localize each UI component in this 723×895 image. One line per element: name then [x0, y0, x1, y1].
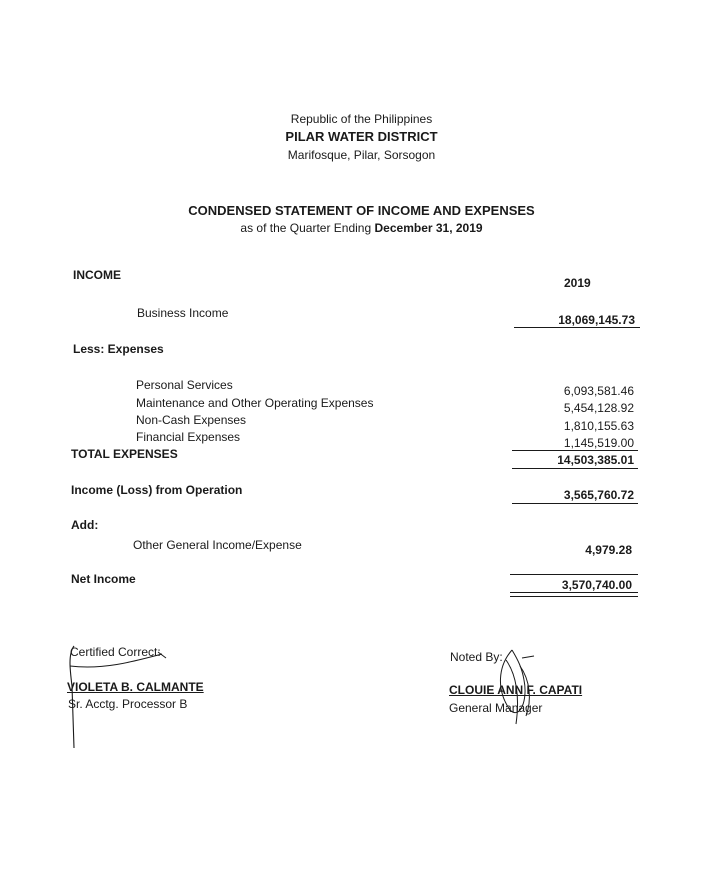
expense-value: 1,145,519.00	[563, 436, 634, 450]
district-address: Marifosque, Pilar, Sorsogon	[287, 148, 436, 162]
expense-label: Maintenance and Other Operating Expenses	[136, 396, 374, 410]
year-column-header: 2019	[564, 276, 591, 290]
total-expenses-label: TOTAL EXPENSES	[71, 447, 178, 461]
certified-title: Sr. Acctg. Processor B	[68, 697, 188, 711]
operation-label: Income (Loss) from Operation	[71, 483, 243, 497]
total-expenses-underline	[512, 468, 638, 469]
period-date: December 31, 2019	[374, 221, 483, 235]
noted-title: General Manager	[449, 701, 543, 715]
business-income-underline	[514, 327, 640, 328]
other-income-value: 4,979.28	[585, 543, 632, 557]
business-income-value: 18,069,145.73	[558, 313, 635, 327]
certified-name: VIOLETA B. CALMANTE	[67, 680, 204, 694]
net-income-value: 3,570,740.00	[561, 578, 632, 592]
expense-label: Personal Services	[136, 378, 233, 392]
net-income-label: Net Income	[71, 572, 136, 586]
noted-signature-mark	[476, 640, 556, 730]
business-income-label: Business Income	[137, 306, 229, 320]
expense-label: Financial Expenses	[136, 430, 241, 444]
certified-label: Certified Correct:	[70, 645, 161, 659]
income-heading: INCOME	[73, 268, 121, 282]
period-prefix: as of the Quarter Ending	[240, 221, 372, 235]
operation-underline	[512, 503, 638, 504]
net-income-overline	[510, 574, 638, 575]
add-heading: Add:	[71, 518, 99, 532]
district-name: PILAR WATER DISTRICT	[285, 129, 438, 144]
less-expenses-heading: Less: Expenses	[73, 342, 164, 356]
expense-value: 6,093,581.46	[563, 384, 634, 398]
expenses-subtotal-rule	[512, 450, 638, 451]
statement-title: CONDENSED STATEMENT OF INCOME AND EXPENSES	[188, 203, 535, 218]
statement-period	[0, 221, 723, 235]
expense-value: 1,810,155.63	[563, 419, 634, 433]
expense-value: 5,454,128.92	[563, 401, 634, 415]
noted-label: Noted By:	[450, 650, 503, 664]
republic-line: Republic of the Philippines	[290, 112, 433, 126]
total-expenses-value: 14,503,385.01	[557, 453, 634, 467]
net-income-double-underline	[510, 592, 638, 597]
noted-name: CLOUIE ANN F. CAPATI	[449, 683, 583, 697]
other-income-label: Other General Income/Expense	[133, 538, 302, 552]
expense-label: Non-Cash Expenses	[136, 413, 247, 427]
operation-value: 3,565,760.72	[563, 488, 634, 502]
certified-signature-mark	[62, 640, 202, 750]
